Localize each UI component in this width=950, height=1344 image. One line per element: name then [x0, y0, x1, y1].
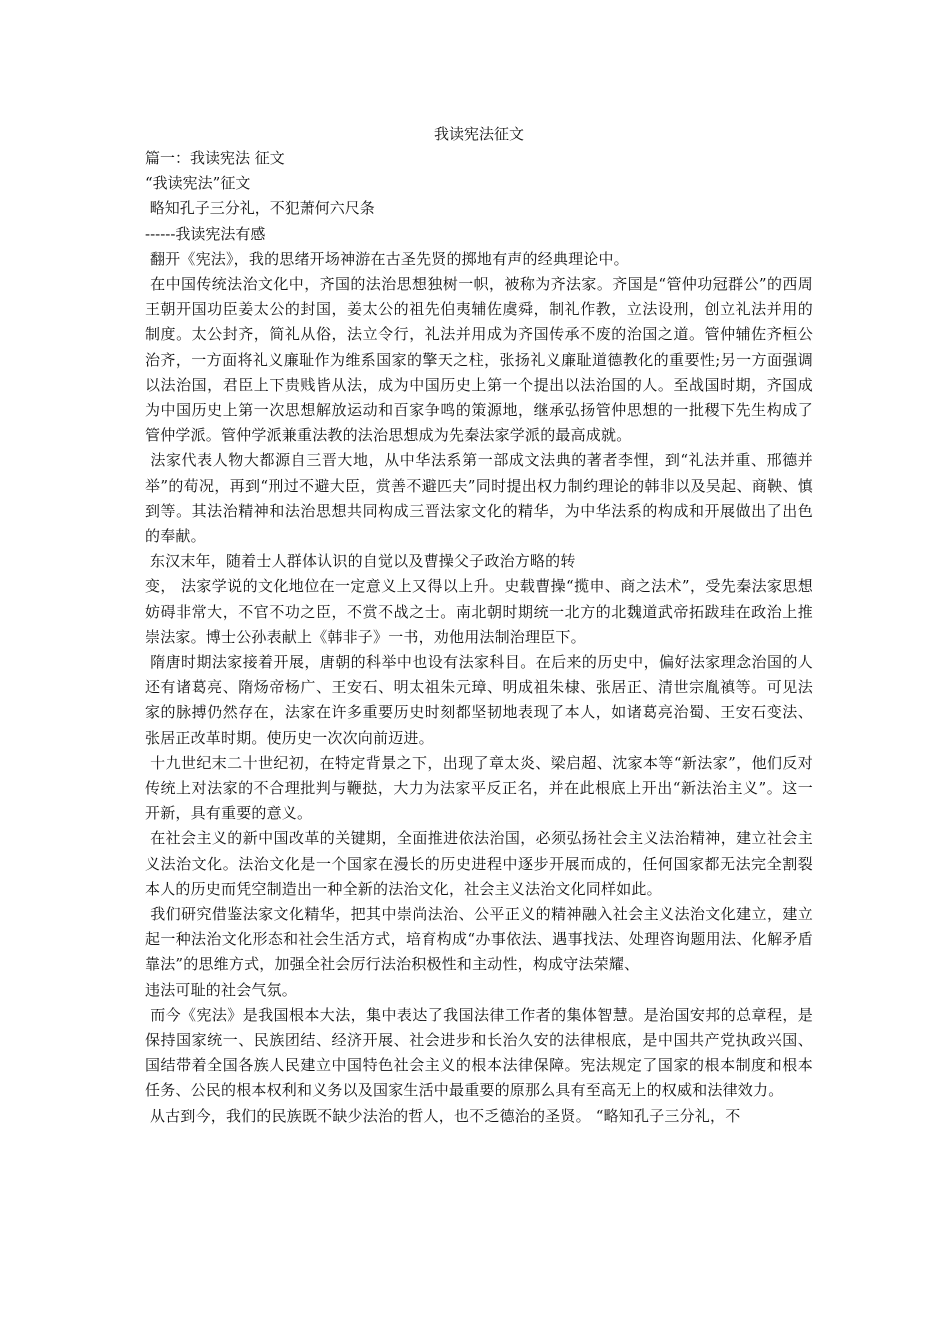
header-line-1: 篇一：我读宪法 征文 — [145, 149, 285, 167]
paragraph-7: 十九世纪末二十世纪初，在特定背景之下，出现了章太炎、梁启超、沈家本等“新法家”，他们反对传统上对法家的不合理批判与鞭挞，大力为法家平反正名，并在此根底上开出“新法治主义”。这一开新，具有重要的意义。 — [145, 753, 813, 823]
header-line-4: ------我读宪法有感 — [145, 224, 266, 243]
paragraph-5: 变， 法家学说的文化地位在一定意义上又得以上升。史载曹操“揽申、商之法术”，受先秦法家思想妨碍非常大，不官不功之臣，不赏不战之士。南北朝时期统一北方的北魏道武帝拓跋珪在政治上推崇法家。博士公孙表献上《韩非子》一书，劝他用法制治理臣下。 — [145, 577, 813, 646]
paragraph-8: 在社会主义的新中国改革的关键期，全面推进依法治国，必须弘扬社会主义法治精神，建立社会主义法治文化。法治文化是一个国家在漫长的历史进程中逐步开展而成的，任何国家都无法完全割裂本人的历史而凭空制造出一种全新的法治文化，社会主义法治文化同样如此。 — [145, 829, 813, 898]
paragraph-3: 法家代表人物大都源自三晋大地，从中华法系第一部成文法典的著者李悝，到“礼法并重、邢德并举”的荀况，再到“刑过不避大臣，赏善不避匹夫”同时提出权力制约理论的韩非以及吴起、商鞅、慎到等。其法治精神和法治思想共同构成三晋法家文化的精华，为中华法系的构成和开展做出了出色的奉献。 — [145, 451, 813, 545]
paragraph-12: 从古到今，我们的民族既不缺少法治的哲人，也不乏德治的圣贤。 “略知孔子三分礼，不 — [145, 1106, 741, 1125]
paragraph-1: 翻开《宪法》，我的思绪开场神游在古圣先贤的掷地有声的经典理论中。 — [145, 249, 629, 268]
paragraph-9: 我们研究借鉴法家文化精华，把其中崇尚法治、公平正义的精神融入社会主义法治文化建立，建立起一种法治文化形态和社会生活方式，培育构成“办事依法、遇事找法、处理咨询题用法、化解矛盾靠法”的思维方式，加强全社会厉行法治积极性和主动性，构成守法荣耀、 — [145, 905, 813, 974]
document-body — [145, 146, 813, 1129]
header-line-2: “我读宪法”征文 — [145, 174, 251, 193]
paragraph-6: 隋唐时期法家接着开展，唐朝的科举中也设有法家科目。在后来的历史中，偏好法家理念治国的人还有诸葛亮、隋炀帝杨广、王安石、明太祖朱元璋、明成祖朱棣、张居正、清世宗胤禛等。可见法家的脉搏仍然存在，法家在许多重要历史时刻都坚韧地表现了本人，如诸葛亮治蜀、王安石变法、张居正改革时期。使历史一次次向前迈进。 — [145, 653, 813, 747]
paragraph-2: 在中国传统法治文化中，齐国的法治思想独树一帜，被称为齐法家。齐国是“管仲功冠群公”的西周王朝开国功臣姜太公的封国，姜太公的祖先伯夷辅佐虞舜，制礼作教，立法设刑，创立礼法并用的制度。太公封齐，简礼从俗，法立令行，礼法并用成为齐国传承不废的治国之道。管仲辅佐齐桓公治齐，一方面将礼义廉耻作为维系国家的擎天之柱，张扬礼义廉耻道德教化的重要性;另一方面强调以法治国，君臣上下贵贱皆从法，成为中国历史上第一个提出以法治国的人。至战国时期，齐国成为中国历史上第一次思想解放运动和百家争鸣的策源地，继承弘扬管仲思想的一批稷下先生构成了管仲学派。管仲学派兼重法教的法治思想成为先秦法家学派的最高成就。 — [145, 274, 813, 445]
header-line-3: 略知孔子三分礼，不犯萧何六尺条 — [145, 199, 375, 218]
paragraph-4: 东汉末年，随着士人群体认识的自觉以及曹操父子政治方略的转 — [145, 552, 576, 571]
document-title: 我读宪法征文 — [433, 125, 524, 143]
paragraph-11: 而今《宪法》是我国根本大法，集中表达了我国法律工作者的集体智慧。是治国安邦的总章程，是保持国家统一、民族团结、经济开展、社会进步和长治久安的法律根底，是中国共产党执政兴国、国结带着全国各族人民建立中国特色社会主义的根本法律保障。宪法规定了国家的根本制度和根本任务、公民的根本权利和义务以及国家生活中最重要的原那么具有至高无上的权威和法律效力。 — [145, 1005, 813, 1100]
paragraph-10: 违法可耻的社会气氛。 — [145, 980, 298, 999]
